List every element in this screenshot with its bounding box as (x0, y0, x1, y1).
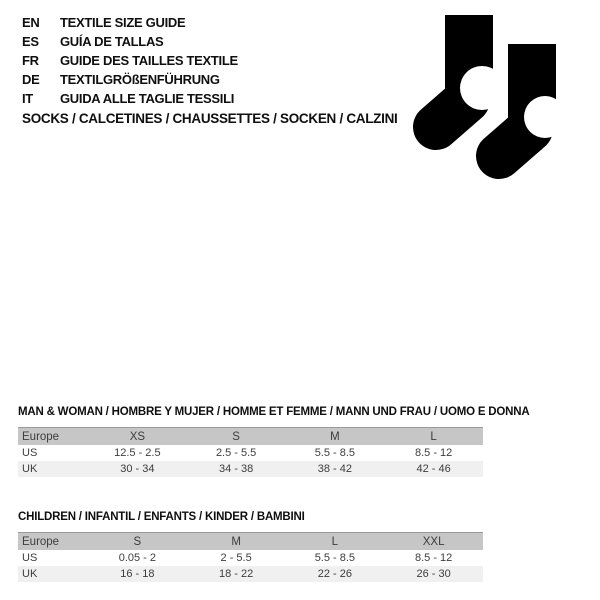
language-label: GUIDA ALLE TAGLIE TESSILI (60, 91, 235, 106)
table-cell: 2.5 - 5.5 (215, 447, 257, 459)
table-row-uk (18, 461, 483, 477)
table-cell: 16 - 18 (120, 568, 155, 580)
table-cell: 5.5 - 8.5 (314, 447, 356, 459)
language-row-es (22, 32, 238, 51)
size-table-man-woman (18, 406, 530, 477)
table-cell: 38 - 42 (317, 463, 352, 475)
table-header-row (18, 532, 483, 550)
table-cell: 26 - 30 (416, 568, 451, 580)
language-row-fr (22, 51, 238, 70)
column-header: S (133, 535, 142, 548)
size-table (18, 427, 483, 477)
language-code: DE (22, 72, 40, 87)
language-label: TEXTILGRÖßENFÜHRUNG (60, 72, 220, 87)
table-row-us (18, 445, 483, 461)
size-table-children (18, 511, 483, 582)
table-title: CHILDREN / INFANTIL / ENFANTS / KINDER / BAMBINI (18, 511, 305, 523)
language-row-it (22, 89, 238, 108)
table-cell: 8.5 - 12 (414, 552, 453, 564)
language-code: ES (22, 34, 39, 49)
table-row-uk (18, 566, 483, 582)
row-label: US (22, 552, 38, 564)
table-cell: 34 - 38 (219, 463, 254, 475)
table-cell: 30 - 34 (120, 463, 155, 475)
row-label: US (22, 447, 38, 459)
language-row-en (22, 13, 238, 32)
column-header: S (232, 430, 240, 443)
socks-icon (398, 8, 578, 188)
language-label: GUIDE DES TAILLES TEXTILE (60, 53, 238, 68)
language-code: EN (22, 15, 40, 30)
column-header: XS (129, 430, 146, 443)
table-title: MAN & WOMAN / HOMBRE Y MUJER / HOMME ET FEMME / MANN UND FRAU / UOMO E DONNA (18, 406, 530, 418)
column-header: L (430, 430, 437, 443)
table-cell: 18 - 22 (219, 568, 254, 580)
table-cell: 8.5 - 12 (414, 447, 453, 459)
table-cell: 5.5 - 8.5 (314, 552, 356, 564)
table-row-us (18, 550, 483, 566)
language-row-de (22, 70, 238, 89)
language-label: GUÍA DE TALLAS (60, 34, 164, 49)
column-header: Europe (22, 535, 60, 548)
column-header: M (330, 430, 340, 443)
table-cell: 42 - 46 (416, 463, 451, 475)
language-label: TEXTILE SIZE GUIDE (60, 15, 186, 30)
table-cell: 2 - 5.5 (220, 552, 252, 564)
language-code: IT (22, 91, 33, 106)
language-list (22, 13, 238, 108)
table-cell: 12.5 - 2.5 (114, 447, 161, 459)
table-cell: 0.05 - 2 (118, 552, 157, 564)
column-header: XXL (422, 535, 445, 548)
column-header: Europe (22, 430, 60, 443)
language-code: FR (22, 53, 39, 68)
column-header: L (331, 535, 339, 548)
table-header-row (18, 427, 483, 445)
table-cell: 22 - 26 (317, 568, 352, 580)
row-label: UK (22, 463, 38, 475)
size-table (18, 532, 483, 582)
row-label: UK (22, 568, 38, 580)
column-header: M (231, 535, 241, 548)
category-title: SOCKS / CALCETINES / CHAUSSETTES / SOCKEN / CALZINI (22, 111, 398, 126)
